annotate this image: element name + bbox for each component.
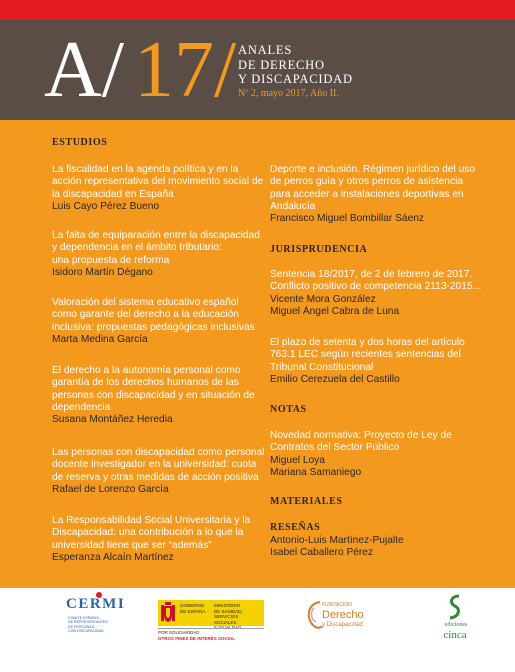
article-author: Antonio-Luis Martínez-Pujalte xyxy=(270,535,404,546)
article-title-line: Contratos del Sector Público xyxy=(270,442,400,454)
cermi-subtitle-line: DE PERSONAS xyxy=(68,624,94,629)
article-author: Rafael de Lorenzo García xyxy=(52,483,169,495)
discapacidad-label: y Discapacidad xyxy=(322,622,363,628)
article-author: Marta Medina García xyxy=(52,333,148,345)
journal-title-line: Y DISCAPACIDAD xyxy=(238,72,353,86)
article-title-line: Sentencia 18/2017, de 2 de febrero de 2017. xyxy=(270,269,473,280)
article-title-line: de reserva y otras medidas de acción positiva xyxy=(52,471,259,483)
journal-title-line: ANALES xyxy=(238,43,293,57)
review-authors xyxy=(270,535,404,560)
cermi-subtitle-line: CON DISCAPACIDAD xyxy=(68,629,104,634)
article-entry xyxy=(270,337,465,386)
article-title-line: docente investigador en la universidad: cuota xyxy=(52,459,257,471)
ministry-label-line: DE SANIDAD, SERVICIOS SOCIALES xyxy=(214,608,243,625)
article-title-line: La falta de equiparación entre la discapacidad xyxy=(52,230,260,241)
article-title-line: El plazo de setenta y dos horas del artículo xyxy=(270,337,465,348)
article-author: Isabel Caballero Pérez xyxy=(270,547,374,559)
cermi-subtitle-line: DE REPRESENTANTES xyxy=(68,620,108,625)
article-title-line: garantía de los derechos humanos de las xyxy=(52,377,239,389)
ministry-label-line: MINISTERIO xyxy=(214,603,241,608)
article-title-line: Discapacidad: una contribución a lo que la xyxy=(52,527,244,539)
article-title-line: La Responsabilidad Social Universitaria y la xyxy=(52,515,251,526)
journal-title-line: DE DERECHO xyxy=(238,57,325,72)
article-title-line: universidad tiene que ser “además” xyxy=(52,539,212,551)
coat-of-arms-icon xyxy=(160,602,176,624)
fundacion-derecho-logo xyxy=(304,598,400,638)
article-title-line: dependencia xyxy=(52,401,111,413)
article-entry xyxy=(52,164,263,213)
article-title-line: Tribunal Constitucional xyxy=(270,361,374,373)
social-purpose-label xyxy=(158,628,264,640)
section-heading-resenas: RESEÑAS xyxy=(270,522,321,533)
section-heading-estudios: ESTUDIOS xyxy=(52,137,108,148)
cermi-subtitle xyxy=(68,616,122,634)
article-title-line: una propuesta de reforma xyxy=(52,254,170,266)
article-title-line: de perros guía y otros perros de asistencia xyxy=(270,176,464,188)
social-interest-label: OTROS FINES DE INTERÉS SOCIAL xyxy=(158,635,236,641)
section-heading-notas: NOTAS xyxy=(270,404,307,415)
article-entry xyxy=(52,447,264,496)
government-label-line: DE ESPAÑA xyxy=(180,608,206,614)
logo-issue-number: 17/ xyxy=(134,26,237,114)
article-title-line: La fiscalidad en la agenda política y en la xyxy=(52,164,239,175)
article-title-line: Conflicto positivo de competencia 2113-2015... xyxy=(270,281,482,293)
article-title-line: Andalucía xyxy=(270,200,316,212)
issue-info: Nº 2, mayo 2017, Año II. xyxy=(238,88,339,99)
ediciones-cinca-logo xyxy=(436,594,474,642)
article-title-line: Novedad normativa: Proyecto de Ley de xyxy=(270,430,452,441)
solidarity-label: POR SOLIDARIDAD xyxy=(158,630,200,635)
ministry-label-line: E IGUALDAD xyxy=(214,625,242,630)
top-red-band xyxy=(0,0,515,20)
journal-title xyxy=(238,43,353,87)
article-title-line: inclusiva: propuestas pedagógicas inclusivas xyxy=(52,321,255,333)
article-title-line: y dependencia en el ámbito tributario: xyxy=(52,242,222,254)
article-author: Miguel Loya xyxy=(270,454,325,466)
article-author: Esperanza Alcaín Martínez xyxy=(52,551,174,563)
article-entry xyxy=(52,297,255,346)
article-entry xyxy=(52,230,260,279)
article-title-line: 763.1 LEC según recientes sentencias del xyxy=(270,349,461,361)
cinca-label: cinca xyxy=(443,629,467,641)
government-ministry-logo xyxy=(158,600,264,640)
article-title-line: la discapacidad en España xyxy=(52,188,174,200)
article-title-line: Las personas con discapacidad como personal xyxy=(52,447,265,458)
article-title-line: como garante del derecho a la educación xyxy=(52,309,239,321)
cinca-mark-icon xyxy=(446,594,464,620)
article-entry xyxy=(270,269,481,318)
logo-letter-a: A/ xyxy=(44,26,124,114)
article-title-line: Deporte e inclusión. Régimen jurídico del uso xyxy=(270,164,475,175)
article-entry xyxy=(270,430,452,479)
fundacion-label: FUNDACIÓN xyxy=(322,602,352,608)
article-title-line: acción representativa del movimiento social de xyxy=(52,176,264,188)
article-entry xyxy=(52,365,255,426)
article-entry xyxy=(270,164,475,225)
article-author: Emilio Cerezuela del Castillo xyxy=(270,373,400,385)
ediciones-label: ediciones xyxy=(444,622,468,628)
article-entry xyxy=(52,515,250,564)
government-label xyxy=(180,603,210,614)
cermi-logo xyxy=(52,596,126,642)
article-author: Luis Cayo Pérez Bueno xyxy=(52,200,160,212)
article-title-line: para acceder a instalaciones deportivas en xyxy=(270,188,464,200)
cermi-wordmark: CERMI xyxy=(66,596,126,612)
article-author: Isidoro Martín Dégano xyxy=(52,266,153,278)
article-title-line: personas con discapacidad y en situación de xyxy=(52,389,255,401)
cermi-subtitle-line: COMITÉ ESPAÑOL xyxy=(68,616,100,620)
article-author: Mariana Samaniego xyxy=(270,466,362,478)
government-label-line: GOBIERNO xyxy=(180,603,205,608)
article-author: Vicente Mora González xyxy=(270,293,376,305)
derecho-label: Derecho xyxy=(322,609,364,621)
section-heading-jurisprudencia: JURISPRUDENCIA xyxy=(270,244,368,255)
article-author: Miguel Ángel Cabra de Luna xyxy=(270,305,400,317)
section-heading-materiales: MATERIALES xyxy=(270,496,343,507)
ministry-label xyxy=(214,603,262,631)
article-author: Francisco Miguel Bombillar Sáenz xyxy=(270,213,425,225)
article-title-line: Valoración del sistema educativo español xyxy=(52,297,239,308)
article-title-line: El derecho a la autonomía personal como xyxy=(52,365,241,376)
article-author: Susana Montáñez Heredia xyxy=(52,414,173,426)
